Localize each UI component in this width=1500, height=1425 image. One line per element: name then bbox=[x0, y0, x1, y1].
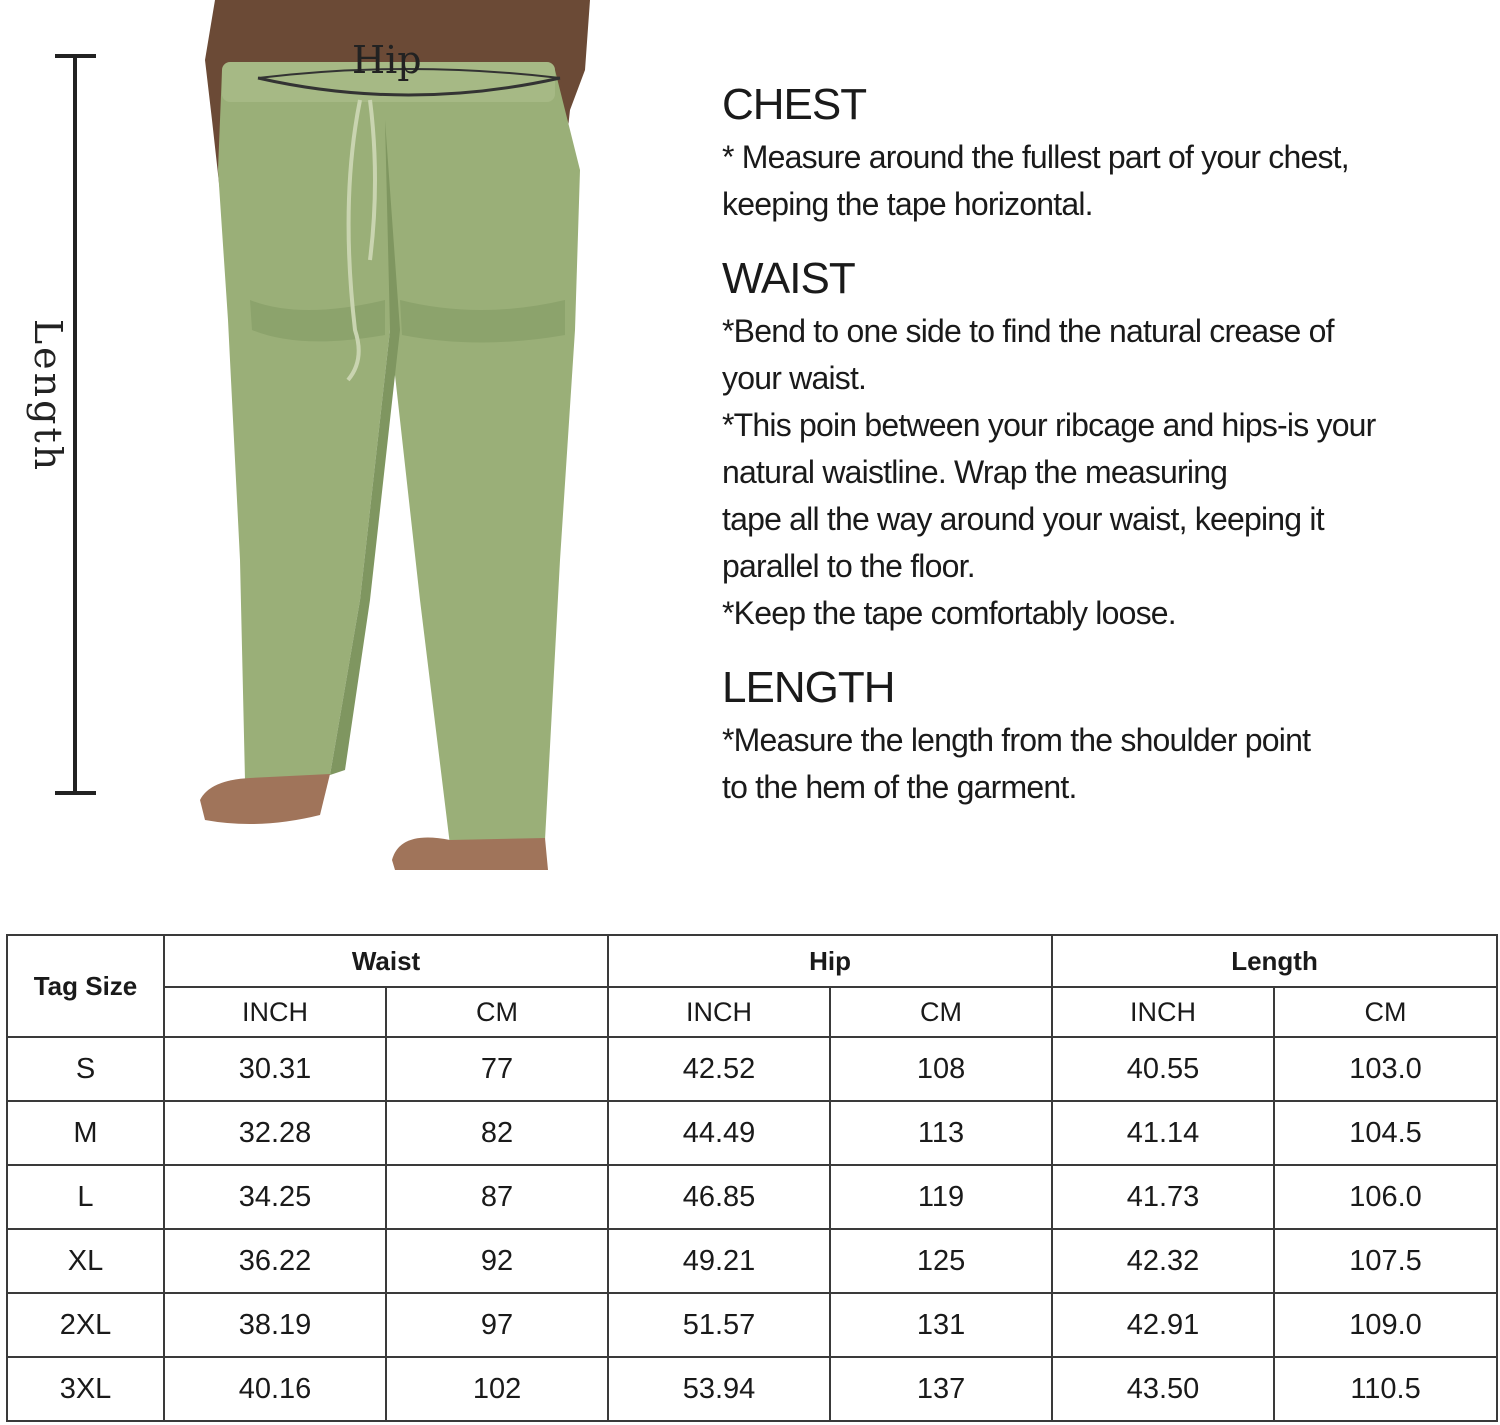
measurement-cell: 110.5 bbox=[1274, 1357, 1497, 1421]
table-row bbox=[7, 1101, 1497, 1165]
measurement-cell: 51.57 bbox=[608, 1293, 830, 1357]
measurement-cell: 40.55 bbox=[1052, 1037, 1274, 1101]
length-label: Length bbox=[26, 318, 70, 474]
measurement-cell: 38.19 bbox=[164, 1293, 386, 1357]
measurement-cell: 44.49 bbox=[608, 1101, 830, 1165]
length-section bbox=[722, 663, 1492, 811]
waist-line: tape all the way around your waist, keeping it bbox=[722, 501, 1324, 537]
chest-heading: CHEST bbox=[722, 80, 867, 129]
unit-header: CM bbox=[1274, 987, 1497, 1037]
hip-group-header: Hip bbox=[608, 935, 1052, 987]
measurement-cell: 108 bbox=[830, 1037, 1052, 1101]
measurement-cell: 49.21 bbox=[608, 1229, 830, 1293]
measurement-cell: 97 bbox=[386, 1293, 608, 1357]
unit-header: CM bbox=[830, 987, 1052, 1037]
measurement-cell: 42.52 bbox=[608, 1037, 830, 1101]
waist-line: natural waistline. Wrap the measuring bbox=[722, 454, 1228, 490]
measurement-cell: 103.0 bbox=[1274, 1037, 1497, 1101]
waist-line: *Keep the tape comfortably loose. bbox=[722, 595, 1176, 631]
measurement-cell: 137 bbox=[830, 1357, 1052, 1421]
length-heading: LENGTH bbox=[722, 663, 895, 712]
size-cell: 2XL bbox=[7, 1293, 164, 1357]
waist-line: your waist. bbox=[722, 360, 867, 396]
measurement-cell: 36.22 bbox=[164, 1229, 386, 1293]
size-cell: L bbox=[7, 1165, 164, 1229]
chest-line: * Measure around the fullest part of your chest, bbox=[722, 139, 1349, 175]
size-cell: M bbox=[7, 1101, 164, 1165]
measurement-cell: 77 bbox=[386, 1037, 608, 1101]
waist-line: parallel to the floor. bbox=[722, 548, 975, 584]
pants-illustration bbox=[0, 0, 700, 880]
size-cell: XL bbox=[7, 1229, 164, 1293]
measurement-cell: 82 bbox=[386, 1101, 608, 1165]
length-line: to the hem of the garment. bbox=[722, 769, 1077, 805]
table-row bbox=[7, 1037, 1497, 1101]
chest-section bbox=[722, 80, 1492, 228]
measurement-cell: 40.16 bbox=[164, 1357, 386, 1421]
unit-header-row bbox=[7, 987, 1497, 1037]
measurement-cell: 53.94 bbox=[608, 1357, 830, 1421]
measurement-cell: 102 bbox=[386, 1357, 608, 1421]
product-figure bbox=[0, 0, 700, 880]
unit-header: INCH bbox=[1052, 987, 1274, 1037]
table-row bbox=[7, 1165, 1497, 1229]
measurement-cell: 106.0 bbox=[1274, 1165, 1497, 1229]
measurement-cell: 42.91 bbox=[1052, 1293, 1274, 1357]
size-rows bbox=[7, 1037, 1497, 1421]
unit-header: INCH bbox=[608, 987, 830, 1037]
measurement-cell: 104.5 bbox=[1274, 1101, 1497, 1165]
measurement-cell: 43.50 bbox=[1052, 1357, 1274, 1421]
length-line: *Measure the length from the shoulder point bbox=[722, 722, 1311, 758]
left-foot bbox=[200, 774, 330, 824]
waist-heading: WAIST bbox=[722, 254, 855, 303]
measurement-cell: 41.14 bbox=[1052, 1101, 1274, 1165]
group-header-row bbox=[7, 935, 1497, 987]
measurement-cell: 92 bbox=[386, 1229, 608, 1293]
table-row bbox=[7, 1293, 1497, 1357]
size-chart-table bbox=[6, 934, 1498, 1422]
measurement-cell: 32.28 bbox=[164, 1101, 386, 1165]
size-cell: 3XL bbox=[7, 1357, 164, 1421]
hip-label: Hip bbox=[352, 38, 422, 82]
right-pant-leg bbox=[390, 70, 580, 845]
size-cell: S bbox=[7, 1037, 164, 1101]
table-row bbox=[7, 1229, 1497, 1293]
unit-header: INCH bbox=[164, 987, 386, 1037]
waist-section bbox=[722, 254, 1492, 637]
measurement-cell: 46.85 bbox=[608, 1165, 830, 1229]
measurement-cell: 30.31 bbox=[164, 1037, 386, 1101]
measurement-cell: 119 bbox=[830, 1165, 1052, 1229]
right-foot bbox=[392, 838, 548, 871]
waist-line: *Bend to one side to find the natural crease of bbox=[722, 313, 1334, 349]
waist-group-header: Waist bbox=[164, 935, 608, 987]
measurement-guide bbox=[722, 80, 1492, 837]
unit-header: CM bbox=[386, 987, 608, 1037]
measurement-cell: 113 bbox=[830, 1101, 1052, 1165]
measurement-cell: 87 bbox=[386, 1165, 608, 1229]
measurement-cell: 34.25 bbox=[164, 1165, 386, 1229]
waist-line: *This poin between your ribcage and hips-is your bbox=[722, 407, 1376, 443]
table-row bbox=[7, 1357, 1497, 1421]
length-group-header: Length bbox=[1052, 935, 1497, 987]
chest-line: keeping the tape horizontal. bbox=[722, 186, 1093, 222]
measurement-cell: 42.32 bbox=[1052, 1229, 1274, 1293]
tag-size-header: Tag Size bbox=[7, 935, 164, 1037]
measurement-cell: 131 bbox=[830, 1293, 1052, 1357]
measurement-cell: 107.5 bbox=[1274, 1229, 1497, 1293]
measurement-cell: 109.0 bbox=[1274, 1293, 1497, 1357]
measurement-cell: 41.73 bbox=[1052, 1165, 1274, 1229]
measurement-cell: 125 bbox=[830, 1229, 1052, 1293]
left-pant-leg bbox=[218, 70, 400, 780]
